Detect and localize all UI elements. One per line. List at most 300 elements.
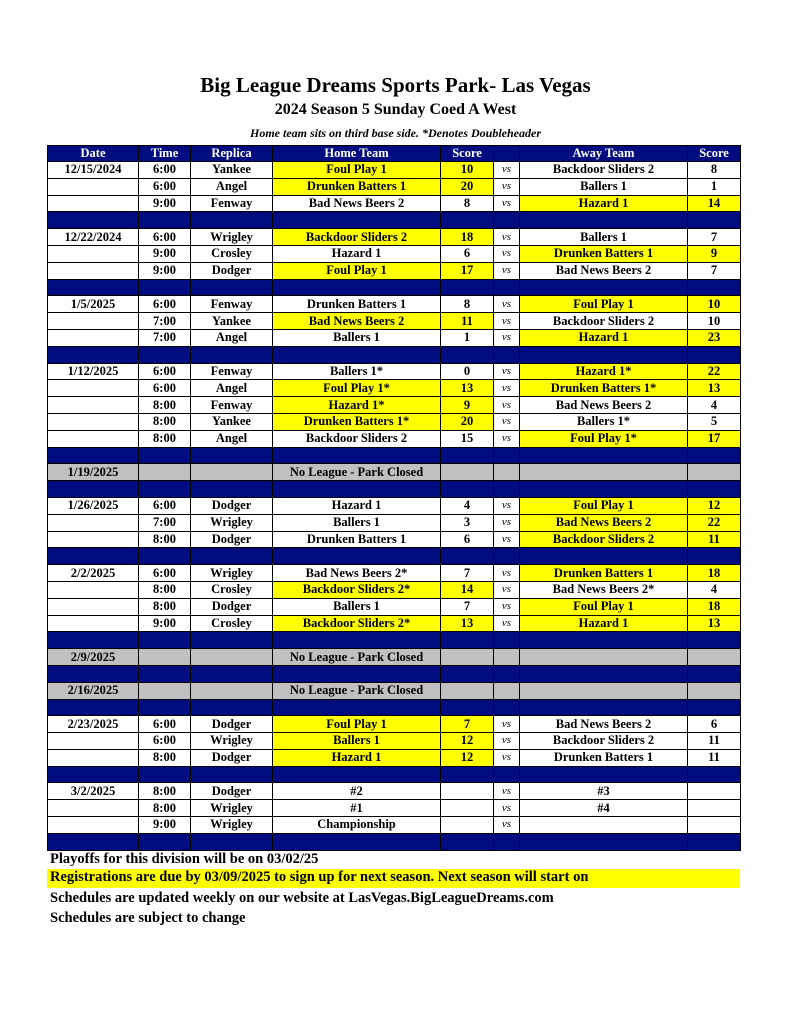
date-cell — [48, 413, 139, 430]
separator-cell — [688, 665, 741, 682]
game-row — [48, 497, 741, 514]
away-team-cell: Hazard 1 — [520, 615, 688, 632]
game-row — [48, 716, 741, 733]
vs-cell: vs — [494, 598, 520, 615]
separator-cell — [191, 699, 273, 716]
time-cell: 6:00 — [139, 178, 191, 195]
home-score-cell: 6 — [441, 531, 494, 548]
time-cell: 7:00 — [139, 514, 191, 531]
separator-cell — [273, 481, 441, 498]
time-cell: 7:00 — [139, 313, 191, 330]
playoffs-note: Playoffs for this division will be on 03/02/25 — [50, 851, 319, 867]
game-row — [48, 162, 741, 179]
game-row — [48, 329, 741, 346]
game-row — [48, 262, 741, 279]
separator-cell — [520, 548, 688, 565]
home-team-cell: Ballers 1 — [273, 598, 441, 615]
replica-cell: Wrigley — [191, 514, 273, 531]
separator-cell — [273, 833, 441, 850]
vs-cell: vs — [494, 514, 520, 531]
time-cell: 8:00 — [139, 430, 191, 447]
replica-cell: Angel — [191, 430, 273, 447]
home-score-cell: 11 — [441, 313, 494, 330]
home-team-cell: Drunken Batters 1 — [273, 178, 441, 195]
separator-cell — [688, 548, 741, 565]
time-cell: 6:00 — [139, 296, 191, 313]
separator-cell — [441, 548, 494, 565]
away-score-cell: 11 — [688, 733, 741, 750]
away-team-cell: Hazard 1* — [520, 363, 688, 380]
schedule-table — [47, 145, 741, 851]
separator-cell — [273, 766, 441, 783]
replica-cell — [191, 682, 273, 699]
separator-cell — [494, 833, 520, 850]
game-row — [48, 749, 741, 766]
separator-cell — [191, 766, 273, 783]
home-score-cell: 4 — [441, 497, 494, 514]
separator-cell — [494, 699, 520, 716]
date-cell: 2/2/2025 — [48, 565, 139, 582]
date-cell: 1/12/2025 — [48, 363, 139, 380]
date-cell — [48, 514, 139, 531]
home-score-cell: 12 — [441, 749, 494, 766]
separator-cell — [48, 665, 139, 682]
home-score-cell: 9 — [441, 397, 494, 414]
separator-cell — [191, 212, 273, 229]
separator-cell — [273, 699, 441, 716]
away-score-cell: 12 — [688, 497, 741, 514]
home-score-cell — [441, 817, 494, 834]
replica-cell: Fenway — [191, 363, 273, 380]
game-row — [48, 581, 741, 598]
separator-cell — [520, 833, 688, 850]
time-cell: 9:00 — [139, 817, 191, 834]
vs-cell: vs — [494, 397, 520, 414]
home-team-cell: Drunken Batters 1* — [273, 413, 441, 430]
time-cell: 9:00 — [139, 615, 191, 632]
away-team-cell: Bad News Beers 2 — [520, 514, 688, 531]
home-score-cell — [441, 464, 494, 481]
time-cell: 8:00 — [139, 581, 191, 598]
separator-cell — [494, 447, 520, 464]
separator-cell — [494, 632, 520, 649]
time-cell: 6:00 — [139, 716, 191, 733]
away-score-cell: 11 — [688, 749, 741, 766]
separator-cell — [441, 699, 494, 716]
separator-cell — [494, 548, 520, 565]
replica-cell: Dodger — [191, 598, 273, 615]
separator-cell — [48, 279, 139, 296]
game-row — [48, 313, 741, 330]
game-row — [48, 531, 741, 548]
separator-cell — [273, 447, 441, 464]
separator-cell — [520, 279, 688, 296]
date-cell: 3/2/2025 — [48, 783, 139, 800]
separator-cell — [441, 212, 494, 229]
separator-cell — [191, 447, 273, 464]
away-score-cell: 23 — [688, 329, 741, 346]
separator-cell — [520, 766, 688, 783]
away-score-cell: 6 — [688, 716, 741, 733]
replica-cell: Angel — [191, 178, 273, 195]
game-row — [48, 733, 741, 750]
separator-cell — [139, 481, 191, 498]
date-cell: 12/15/2024 — [48, 162, 139, 179]
replica-cell: Angel — [191, 329, 273, 346]
vs-cell: vs — [494, 329, 520, 346]
home-team-cell: Backdoor Sliders 2 — [273, 229, 441, 246]
separator-cell — [494, 346, 520, 363]
date-cell — [48, 195, 139, 212]
home-score-cell: 15 — [441, 430, 494, 447]
time-cell: 6:00 — [139, 733, 191, 750]
separator-cell — [191, 481, 273, 498]
vs-cell — [494, 649, 520, 666]
separator-cell — [520, 699, 688, 716]
replica-cell — [191, 649, 273, 666]
date-cell: 1/26/2025 — [48, 497, 139, 514]
separator-cell — [273, 548, 441, 565]
game-row — [48, 817, 741, 834]
game-row — [48, 195, 741, 212]
col-home-score: Score — [441, 146, 494, 162]
home-team-cell: Drunken Batters 1 — [273, 531, 441, 548]
game-row — [48, 296, 741, 313]
home-score-cell: 17 — [441, 262, 494, 279]
home-team-cell: Championship — [273, 817, 441, 834]
away-team-cell: Drunken Batters 1* — [520, 380, 688, 397]
time-cell: 8:00 — [139, 413, 191, 430]
vs-cell: vs — [494, 413, 520, 430]
home-team-cell: #2 — [273, 783, 441, 800]
replica-cell: Dodger — [191, 497, 273, 514]
vs-cell: vs — [494, 162, 520, 179]
vs-cell: vs — [494, 229, 520, 246]
separator-cell — [139, 212, 191, 229]
home-team-cell: Foul Play 1 — [273, 716, 441, 733]
game-row — [48, 380, 741, 397]
vs-cell: vs — [494, 749, 520, 766]
home-team-cell: Ballers 1* — [273, 363, 441, 380]
replica-cell: Fenway — [191, 397, 273, 414]
date-cell — [48, 329, 139, 346]
time-cell: 8:00 — [139, 598, 191, 615]
vs-cell: vs — [494, 531, 520, 548]
separator-cell — [441, 447, 494, 464]
away-score-cell — [688, 783, 741, 800]
separator-row — [48, 766, 741, 783]
separator-cell — [191, 346, 273, 363]
separator-cell — [139, 699, 191, 716]
replica-cell — [191, 464, 273, 481]
home-team-cell: Backdoor Sliders 2 — [273, 430, 441, 447]
separator-cell — [191, 279, 273, 296]
separator-cell — [520, 632, 688, 649]
separator-row — [48, 833, 741, 850]
date-cell: 2/9/2025 — [48, 649, 139, 666]
separator-cell — [139, 346, 191, 363]
home-score-cell: 8 — [441, 195, 494, 212]
away-score-cell: 4 — [688, 581, 741, 598]
away-score-cell: 9 — [688, 245, 741, 262]
time-cell: 6:00 — [139, 565, 191, 582]
separator-cell — [48, 833, 139, 850]
closed-row — [48, 649, 741, 666]
away-score-cell: 7 — [688, 229, 741, 246]
page-title: Big League Dreams Sports Park- Las Vegas — [200, 73, 591, 97]
vs-cell: vs — [494, 817, 520, 834]
separator-cell — [494, 665, 520, 682]
time-cell: 9:00 — [139, 262, 191, 279]
away-team-cell: #3 — [520, 783, 688, 800]
away-score-cell: 17 — [688, 430, 741, 447]
game-row — [48, 363, 741, 380]
separator-cell — [520, 447, 688, 464]
game-row — [48, 783, 741, 800]
date-cell: 2/23/2025 — [48, 716, 139, 733]
separator-cell — [139, 279, 191, 296]
game-row — [48, 413, 741, 430]
time-cell — [139, 682, 191, 699]
home-score-cell — [441, 783, 494, 800]
separator-cell — [48, 346, 139, 363]
vs-cell: vs — [494, 800, 520, 817]
vs-cell: vs — [494, 565, 520, 582]
closed-label: No League - Park Closed — [273, 649, 441, 666]
replica-cell: Dodger — [191, 531, 273, 548]
home-score-cell: 10 — [441, 162, 494, 179]
separator-cell — [520, 665, 688, 682]
home-score-cell: 3 — [441, 514, 494, 531]
time-cell: 8:00 — [139, 531, 191, 548]
separator-cell — [441, 346, 494, 363]
vs-cell: vs — [494, 430, 520, 447]
vs-cell: vs — [494, 313, 520, 330]
away-team-cell: Foul Play 1* — [520, 430, 688, 447]
time-cell — [139, 464, 191, 481]
replica-cell: Dodger — [191, 749, 273, 766]
time-cell: 6:00 — [139, 162, 191, 179]
replica-cell: Wrigley — [191, 565, 273, 582]
home-score-cell: 13 — [441, 380, 494, 397]
home-score-cell: 1 — [441, 329, 494, 346]
separator-cell — [273, 279, 441, 296]
home-team-cell: #1 — [273, 800, 441, 817]
away-score-cell — [688, 464, 741, 481]
away-team-cell: Foul Play 1 — [520, 497, 688, 514]
home-team-cell: Bad News Beers 2 — [273, 313, 441, 330]
separator-cell — [688, 833, 741, 850]
home-score-cell: 18 — [441, 229, 494, 246]
away-score-cell: 13 — [688, 380, 741, 397]
date-cell: 12/22/2024 — [48, 229, 139, 246]
date-cell — [48, 581, 139, 598]
separator-cell — [139, 548, 191, 565]
away-score-cell — [688, 682, 741, 699]
separator-cell — [139, 665, 191, 682]
replica-cell: Yankee — [191, 313, 273, 330]
date-cell: 1/5/2025 — [48, 296, 139, 313]
separator-cell — [191, 632, 273, 649]
away-team-cell: Ballers 1 — [520, 229, 688, 246]
time-cell: 9:00 — [139, 245, 191, 262]
away-team-cell: Drunken Batters 1 — [520, 565, 688, 582]
game-row — [48, 245, 741, 262]
vs-cell: vs — [494, 581, 520, 598]
separator-row — [48, 481, 741, 498]
replica-cell: Dodger — [191, 716, 273, 733]
season-subtitle: 2024 Season 5 Sunday Coed A West — [274, 101, 517, 118]
away-score-cell: 8 — [688, 162, 741, 179]
time-cell: 8:00 — [139, 749, 191, 766]
separator-cell — [520, 346, 688, 363]
away-score-cell — [688, 800, 741, 817]
away-team-cell: Backdoor Sliders 2 — [520, 162, 688, 179]
replica-cell: Fenway — [191, 195, 273, 212]
home-team-cell: Ballers 1 — [273, 514, 441, 531]
vs-cell — [494, 464, 520, 481]
game-row — [48, 800, 741, 817]
replica-cell: Yankee — [191, 162, 273, 179]
replica-cell: Wrigley — [191, 229, 273, 246]
col-away-team: Away Team — [520, 146, 688, 162]
away-team-cell: Bad News Beers 2 — [520, 262, 688, 279]
date-cell — [48, 749, 139, 766]
home-team-cell: Hazard 1* — [273, 397, 441, 414]
separator-cell — [48, 766, 139, 783]
home-team-cell: Backdoor Sliders 2* — [273, 581, 441, 598]
separator-cell — [441, 665, 494, 682]
game-row — [48, 565, 741, 582]
separator-cell — [441, 481, 494, 498]
date-cell — [48, 430, 139, 447]
separator-cell — [48, 632, 139, 649]
separator-cell — [441, 279, 494, 296]
separator-cell — [441, 766, 494, 783]
home-team-cell: Foul Play 1 — [273, 262, 441, 279]
date-cell — [48, 178, 139, 195]
vs-cell: vs — [494, 733, 520, 750]
away-team-cell: Backdoor Sliders 2 — [520, 313, 688, 330]
time-cell: 7:00 — [139, 329, 191, 346]
game-row — [48, 430, 741, 447]
col-vs — [494, 146, 520, 162]
vs-cell: vs — [494, 783, 520, 800]
date-cell — [48, 817, 139, 834]
separator-cell — [441, 632, 494, 649]
separator-cell — [688, 766, 741, 783]
separator-cell — [494, 766, 520, 783]
away-score-cell: 22 — [688, 514, 741, 531]
time-cell: 6:00 — [139, 229, 191, 246]
away-team-cell: #4 — [520, 800, 688, 817]
replica-cell: Fenway — [191, 296, 273, 313]
col-time: Time — [139, 146, 191, 162]
away-score-cell: 1 — [688, 178, 741, 195]
time-cell: 6:00 — [139, 380, 191, 397]
separator-cell — [139, 766, 191, 783]
table-header-row — [48, 146, 741, 162]
date-cell: 1/19/2025 — [48, 464, 139, 481]
away-team-cell: Hazard 1 — [520, 329, 688, 346]
separator-row — [48, 548, 741, 565]
replica-cell: Dodger — [191, 783, 273, 800]
replica-cell: Yankee — [191, 413, 273, 430]
away-score-cell: 11 — [688, 531, 741, 548]
away-team-cell: Foul Play 1 — [520, 598, 688, 615]
away-team-cell — [520, 682, 688, 699]
home-score-cell: 20 — [441, 178, 494, 195]
separator-cell — [688, 447, 741, 464]
away-score-cell — [688, 649, 741, 666]
vs-cell: vs — [494, 380, 520, 397]
separator-cell — [273, 665, 441, 682]
separator-row — [48, 346, 741, 363]
separator-cell — [273, 632, 441, 649]
away-team-cell: Bad News Beers 2 — [520, 716, 688, 733]
separator-cell — [273, 346, 441, 363]
col-replica: Replica — [191, 146, 273, 162]
separator-cell — [48, 481, 139, 498]
separator-cell — [139, 447, 191, 464]
replica-cell: Angel — [191, 380, 273, 397]
change-note: Schedules are subject to change — [50, 910, 246, 926]
home-team-cell: Foul Play 1* — [273, 380, 441, 397]
home-team-cell: Ballers 1 — [273, 733, 441, 750]
away-team-cell: Bad News Beers 2* — [520, 581, 688, 598]
time-cell: 6:00 — [139, 497, 191, 514]
home-score-cell: 7 — [441, 565, 494, 582]
vs-cell: vs — [494, 497, 520, 514]
separator-cell — [48, 548, 139, 565]
separator-cell — [520, 212, 688, 229]
separator-cell — [48, 699, 139, 716]
separator-cell — [191, 665, 273, 682]
separator-cell — [688, 632, 741, 649]
home-team-cell: Hazard 1 — [273, 497, 441, 514]
separator-cell — [520, 481, 688, 498]
replica-cell: Crosley — [191, 581, 273, 598]
vs-cell: vs — [494, 262, 520, 279]
away-team-cell: Ballers 1* — [520, 413, 688, 430]
away-team-cell: Backdoor Sliders 2 — [520, 531, 688, 548]
date-cell — [48, 313, 139, 330]
replica-cell: Wrigley — [191, 817, 273, 834]
replica-cell: Wrigley — [191, 800, 273, 817]
vs-cell: vs — [494, 363, 520, 380]
replica-cell: Crosley — [191, 245, 273, 262]
game-row — [48, 514, 741, 531]
away-team-cell — [520, 649, 688, 666]
separator-cell — [688, 481, 741, 498]
home-score-cell: 14 — [441, 581, 494, 598]
away-score-cell: 13 — [688, 615, 741, 632]
separator-cell — [494, 481, 520, 498]
separator-cell — [48, 447, 139, 464]
home-score-cell: 6 — [441, 245, 494, 262]
vs-cell: vs — [494, 245, 520, 262]
date-cell — [48, 531, 139, 548]
home-score-cell: 7 — [441, 598, 494, 615]
vs-cell: vs — [494, 615, 520, 632]
away-score-cell: 5 — [688, 413, 741, 430]
home-team-cell: Drunken Batters 1 — [273, 296, 441, 313]
away-score-cell: 18 — [688, 598, 741, 615]
game-row — [48, 615, 741, 632]
doubleheader-note: Home team sits on third base side. *Denotes Doubleheader — [250, 126, 541, 140]
closed-row — [48, 682, 741, 699]
game-row — [48, 397, 741, 414]
